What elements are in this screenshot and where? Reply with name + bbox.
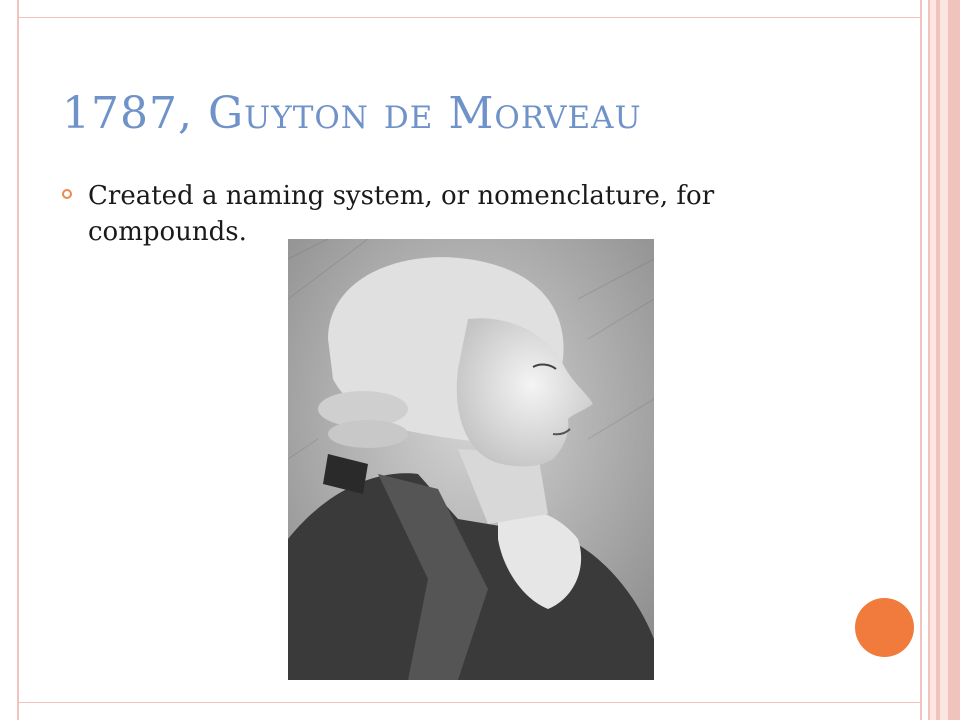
bullet-text: Created a naming system, or nomenclature, for compounds. [88,181,715,247]
slide-frame-left [17,0,19,720]
slide-title: 1787, Guyton de Morveau [62,88,642,139]
slide-frame-bottom [17,702,922,703]
portrait-image [288,239,654,680]
accent-circle [855,598,914,657]
portrait-engraving [288,239,654,680]
bullet-circle-icon [62,189,72,199]
decorative-stripes [920,0,960,720]
slide-frame-top [17,17,922,18]
